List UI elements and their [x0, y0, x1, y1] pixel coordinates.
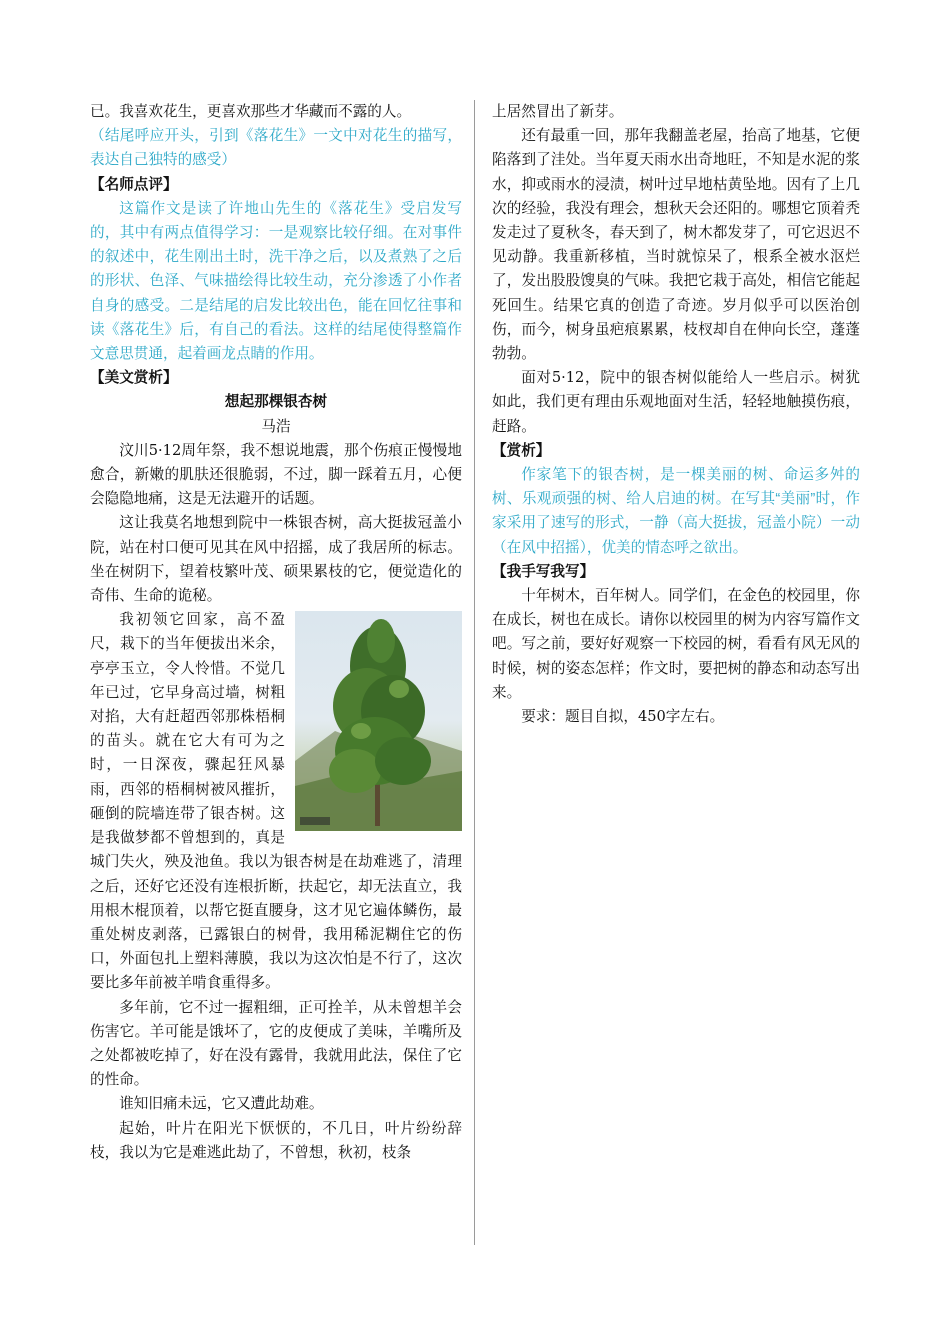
right-column	[492, 100, 860, 729]
article-title: 想起那棵银杏树	[224, 394, 328, 411]
column-divider	[474, 100, 475, 1245]
review-text: 这篇作文是读了许地山先生的《落花生》受启发写的，其中有两点值得学习：一是观察比较仔细。在对事件的叙述中，花生刚出土时，洗干净之后，以及煮熟了之后的形状、色泽、气味描绘得比较生动，充分渗透了小作者自身的感受。二是结尾的启发比较出色，能在回忆往事和读《落花生》后，有自己的看法。这样的结尾使得整篇作文意思贯通，起着画龙点睛的作用。	[90, 200, 462, 363]
section-heading-shangxi: 【赏析】	[492, 442, 551, 459]
section-heading-review: 【名师点评】	[90, 176, 178, 193]
article-paragraph-5: 谁知旧痛未远，它又遭此劫难。	[119, 1095, 324, 1113]
writing-prompt: 十年树木，百年树人。同学们，在金色的校园里，你在成长，树也在成长。请你以校园里的树为内容写篇作文吧。写之前，要好好观察一下校园的树，看看有风无风的时候，树的姿态怎样；作文时，要把树的静态和动态写出来。	[492, 587, 860, 701]
ginkgo-tree-photo	[295, 611, 462, 831]
left-column	[90, 100, 462, 1165]
intro-annotation: （结尾呼应开头，引到《落花生》一文中对花生的描写，表达自己独特的感受）	[90, 128, 462, 169]
article-paragraph-7: 还有最重一回，那年我翻盖老屋，抬高了地基，它便陷落到了洼处。当年夏天雨水出奇地旺，不知是水泥的浆水，抑或雨水的浸渍，树叶过早地枯黄坠地。因有了上几次的经验，我没有理会，想秋天会还阳的。哪想它顶着秃发走过了夏秋冬，春天到了，树木都发芽了，可它迟迟不见动静。我重新移植，当时就惊呆了，根系全被水沤烂了，发出股股馊臭的气味。我把它栽于高处，相信它能起死回生。结果它真的创造了奇迹。岁月似乎可以医治创伤，而今，树身虽疤痕累累，枝杈却自在伸向长空，蓬蓬勃勃。	[492, 127, 860, 363]
ginkgo-tree-illustration	[295, 611, 462, 831]
article-paragraph-3: 我初领它回家，高不盈尺，栽下的当年便拔出米余，亭亭玉立，令人怜惜。不觉几年已过，它早身高过墙，树粗对掐，大有赶超西邻那株梧桐的苗头。就在它大有可为之时，一日深夜，骤起狂风暴雨，西邻的梧桐树被风摧折，砸倒的院墙连带了银杏树。这是我做梦都不曾想到的，真是城门失火，殃及池鱼。我以为银杏树是在劫难逃了，清理之后，还好它还没有连根折断，扶起它，却无法直立，我用根木棍顶着，以帮它挺直腰身，这才见它遍体鳞伤，最重处树皮剥落，已露银白的树骨，我用稀泥糊住它的伤口，外面包扎上塑料薄膜，我以为这次怕是不行了，这次要比多年前被羊啃食重得多。	[90, 611, 462, 992]
article-paragraph-1: 汶川5·12周年祭，我不想说地震，那个伤痕正慢慢地愈合，新嫩的肌肤还很脆弱，不过，脚一踩着五月，心便会隐隐地痛，这是无法避开的话题。	[90, 441, 462, 508]
writing-requirement: 要求：题目自拟，450字左右。	[521, 708, 725, 726]
article-paragraph-8: 面对5·12，院中的银杏树似能给人一些启示。树犹如此，我们更有理由乐观地面对生活，轻轻地触摸伤痕，赶路。	[492, 369, 860, 435]
article-author: 马浩	[261, 417, 291, 435]
article-paragraph-4: 多年前，它不过一握粗细，正可拴羊，从未曾想羊会伤害它。羊可能是饿坏了，它的皮便成了美味，羊嘴所及之处都被吃掉了，好在没有露骨，我就用此法，保住了它的性命。	[90, 998, 462, 1089]
section-heading-appreciation: 【美文赏析】	[90, 370, 178, 387]
article-paragraph-3-block	[90, 608, 462, 995]
section-heading-write: 【我手写我写】	[492, 563, 595, 580]
article-paragraph-2: 这让我莫名地想到院中一株银杏树，高大挺拔冠盖小院，站在村口便可见其在风中招摇，成了我居所的标志。坐在树阴下，望着枝繁叶茂、硕果累枝的它，便觉造化的奇伟、生命的诡秘。	[90, 514, 462, 605]
article-paragraph-6: 起始，叶片在阳光下恹恹的，不几日，叶片纷纷辞枝，我以为它是难逃此劫了，不曾想，秋初，枝条	[90, 1119, 462, 1161]
shangxi-text: 作家笔下的银杏树，是一棵美丽的树、命运多舛的树、乐观顽强的树、给人启迪的树。在写其“美丽”时，作家采用了速写的形式，一静（高大挺拔，冠盖小院）一动（在风中招摇），优美的情态呼之欲出。	[492, 467, 860, 556]
article-paragraph-6-continued: 上居然冒出了新芽。	[492, 103, 624, 120]
intro-paragraph: 已。我喜欢花生，更喜欢那些才华藏而不露的人。	[90, 103, 412, 120]
